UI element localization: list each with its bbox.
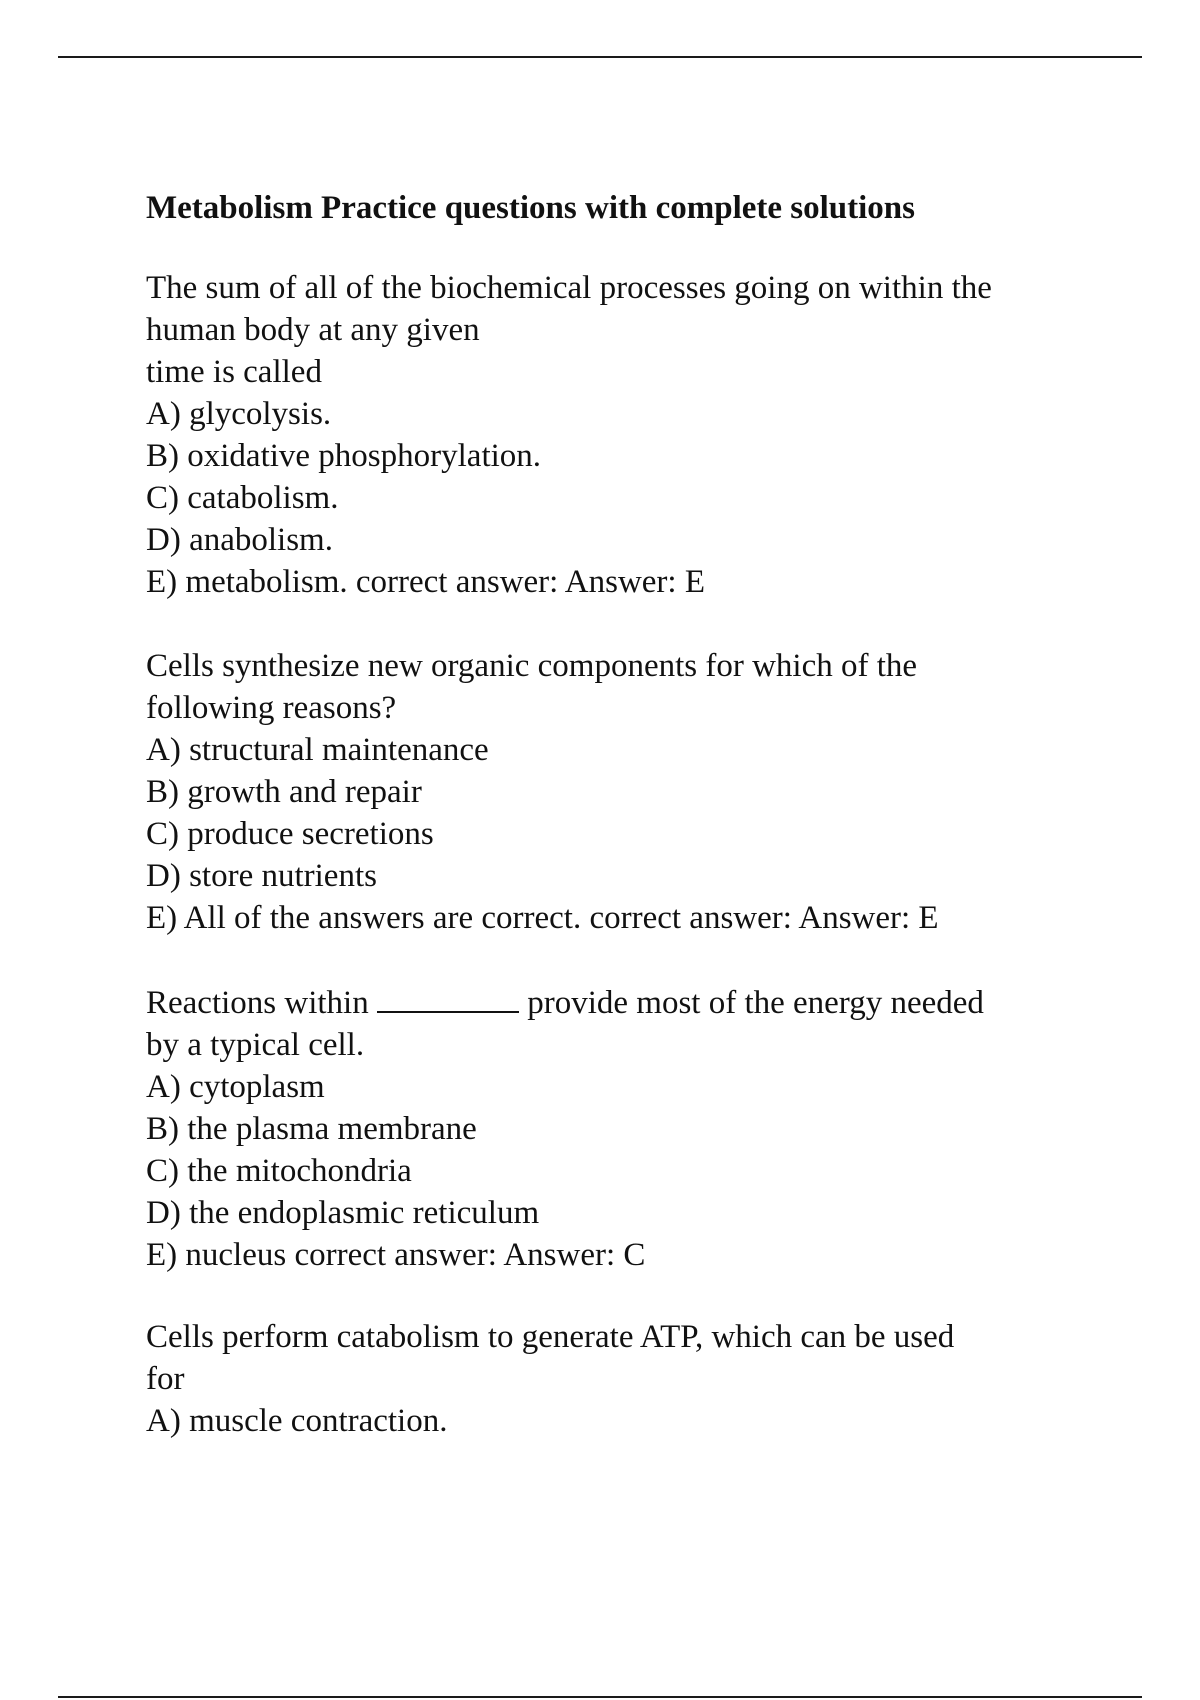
document-body xyxy=(146,187,1106,1442)
question-1-option-a: A) glycolysis. xyxy=(146,396,332,432)
question-1-prompt-line: The sum of all of the biochemical processes going on within the xyxy=(146,270,992,306)
question-2-option-e-answer: E) All of the answers are correct. correct answer: Answer: E xyxy=(146,900,939,936)
question-3-option-a: A) cytoplasm xyxy=(146,1069,325,1105)
question-1-option-c: C) catabolism. xyxy=(146,480,339,516)
question-3 xyxy=(146,981,1106,1276)
question-3-prompt-line-1 xyxy=(146,981,1106,1024)
question-2-option-c: C) produce secretions xyxy=(146,816,434,852)
question-1-prompt-line: time is called xyxy=(146,354,322,390)
question-3-option-d: D) the endoplasmic reticulum xyxy=(146,1195,540,1231)
top-rule xyxy=(58,56,1142,58)
question-3-prompt-line-2: by a typical cell. xyxy=(146,1027,365,1063)
question-3-option-c: C) the mitochondria xyxy=(146,1153,412,1189)
question-2-option-b: B) growth and repair xyxy=(146,774,422,810)
question-3-prompt-after-blank: provide most of the energy needed xyxy=(518,985,984,1021)
question-1-prompt-line: human body at any given xyxy=(146,312,480,348)
document-title: Metabolism Practice questions with complete solutions xyxy=(146,190,916,226)
fill-in-blank xyxy=(377,981,519,1013)
question-1-option-e-answer: E) metabolism. correct answer: Answer: E xyxy=(146,564,705,600)
question-1 xyxy=(146,267,1106,603)
question-1-option-b: B) oxidative phosphorylation. xyxy=(146,438,542,474)
question-4-prompt-line: for xyxy=(146,1361,185,1397)
question-2-prompt-line: following reasons? xyxy=(146,690,397,726)
question-3-option-e-answer: E) nucleus correct answer: Answer: C xyxy=(146,1237,646,1273)
question-2-prompt-line: Cells synthesize new organic components for which of the xyxy=(146,648,918,684)
question-2 xyxy=(146,645,1106,939)
question-4 xyxy=(146,1316,1106,1442)
question-1-option-d: D) anabolism. xyxy=(146,522,333,558)
question-4-option-a: A) muscle contraction. xyxy=(146,1403,448,1439)
bottom-rule xyxy=(58,1696,1142,1698)
question-3-option-b: B) the plasma membrane xyxy=(146,1111,477,1147)
question-2-option-d: D) store nutrients xyxy=(146,858,377,894)
question-4-prompt-line: Cells perform catabolism to generate ATP, which can be used xyxy=(146,1319,955,1355)
question-3-prompt-before-blank: Reactions within xyxy=(146,985,377,1021)
question-2-option-a: A) structural maintenance xyxy=(146,732,489,768)
